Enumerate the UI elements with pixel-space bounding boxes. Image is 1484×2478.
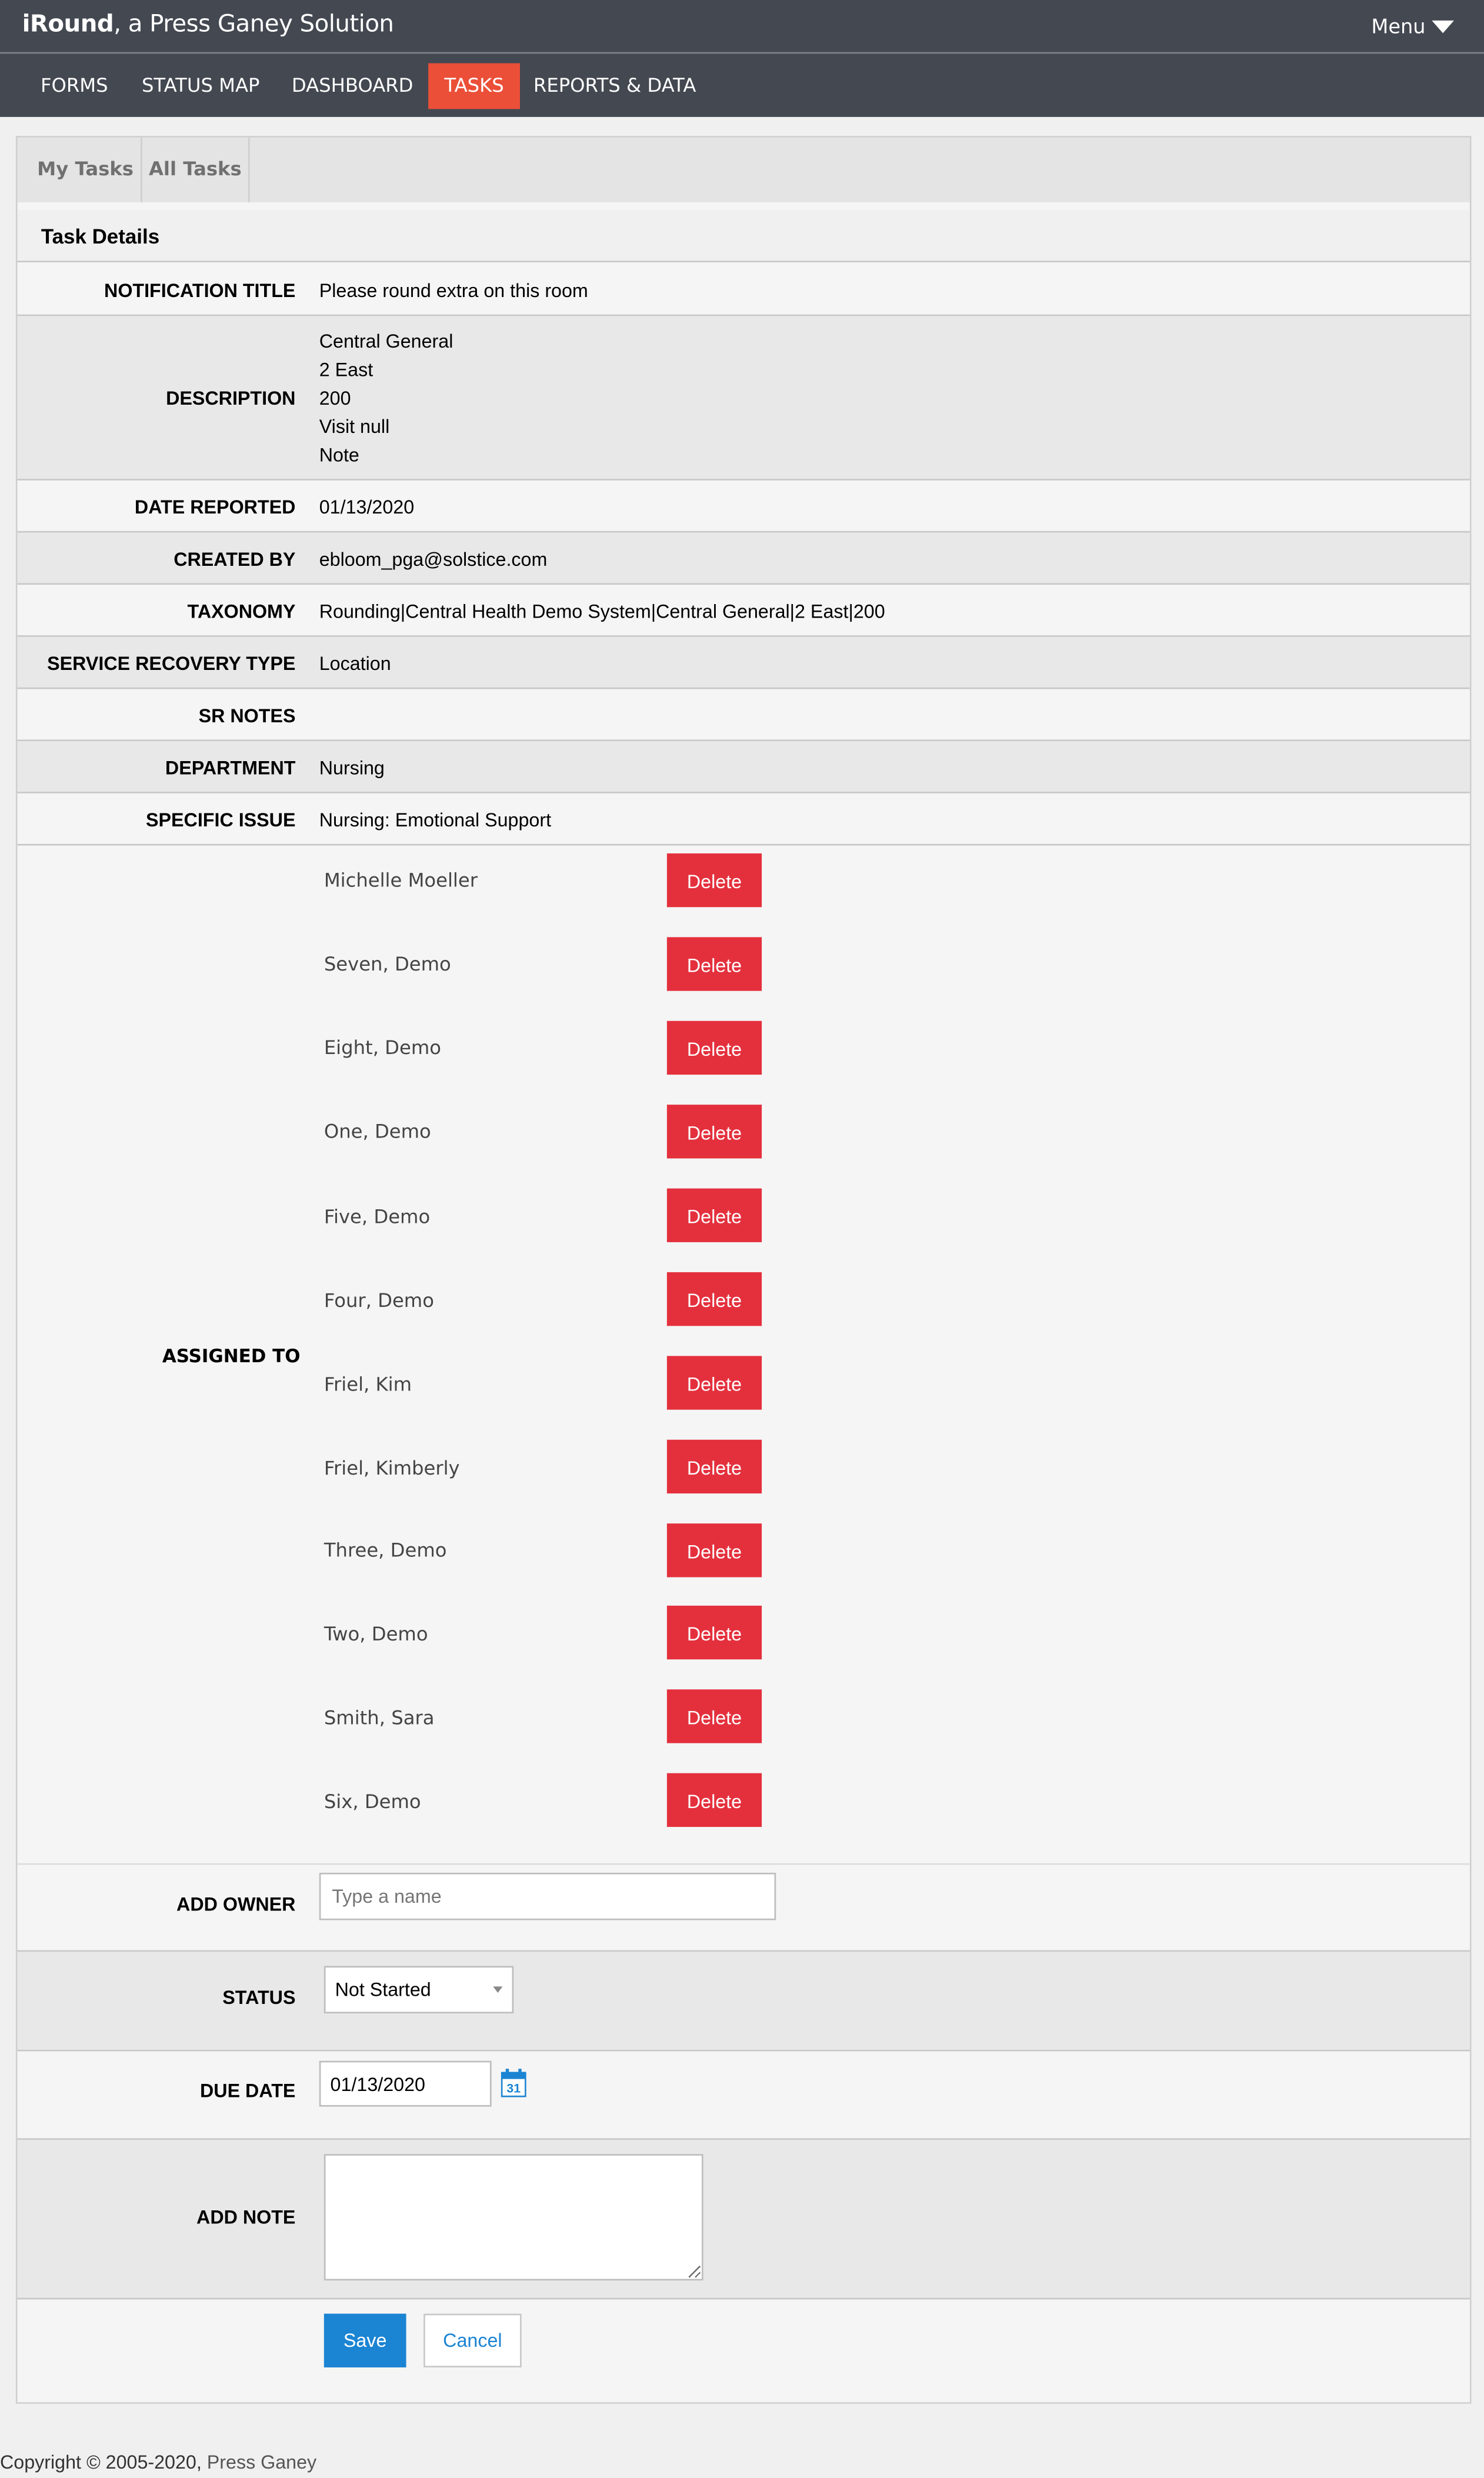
status-value: Not Started xyxy=(335,1978,431,2001)
department-row xyxy=(18,741,1470,793)
calendar-icon[interactable] xyxy=(501,2069,526,2097)
add-note-label: ADD NOTE xyxy=(196,2206,296,2229)
description-line: Visit null xyxy=(319,415,390,438)
task-tabs xyxy=(18,138,1470,202)
description-value xyxy=(319,327,453,469)
company-link[interactable]: Press Ganey xyxy=(206,2451,317,2473)
brand-tagline: , a Press Ganey Solution xyxy=(114,9,394,38)
description-line: 2 East xyxy=(319,358,373,381)
nav-dashboard[interactable]: DASHBOARD xyxy=(291,74,413,96)
assigned-to-row xyxy=(18,845,1470,1865)
delete-assignee-button[interactable]: Delete xyxy=(667,1773,762,1827)
top-bar xyxy=(0,0,1484,52)
description-line: 200 xyxy=(319,387,351,409)
delete-assignee-button[interactable]: Delete xyxy=(667,937,762,990)
specific-issue-label: SPECIFIC ISSUE xyxy=(146,809,296,832)
notification-title-row xyxy=(18,264,1470,316)
created-by-label: CREATED BY xyxy=(174,548,296,571)
app-brand xyxy=(22,9,394,38)
delete-assignee-button[interactable]: Delete xyxy=(667,1356,762,1409)
date-reported-label: DATE REPORTED xyxy=(134,496,296,519)
add-owner-label: ADD OWNER xyxy=(176,1893,296,1916)
date-reported-row xyxy=(18,481,1470,533)
assignee-name: Eight, Demo xyxy=(324,1036,442,1059)
task-panel xyxy=(16,136,1472,2404)
caret-down-icon xyxy=(1432,20,1454,32)
date-reported-value: 01/13/2020 xyxy=(319,496,415,519)
calendar-day: 31 xyxy=(506,2081,521,2096)
delete-assignee-button[interactable]: Delete xyxy=(667,1105,762,1158)
assignee-name: Smith, Sara xyxy=(324,1706,435,1729)
assignee-name: Six, Demo xyxy=(324,1790,421,1813)
specific-issue-row xyxy=(18,793,1470,846)
due-date-label: DUE DATE xyxy=(200,2079,296,2102)
status-select[interactable] xyxy=(324,1966,513,2014)
delete-assignee-button[interactable]: Delete xyxy=(667,1189,762,1242)
assigned-to-label: ASSIGNED TO xyxy=(162,1345,301,1368)
cancel-button[interactable]: Cancel xyxy=(423,2314,522,2367)
delete-assignee-button[interactable]: Delete xyxy=(667,1689,762,1743)
add-note-textarea[interactable] xyxy=(324,2154,703,2280)
created-by-row xyxy=(18,532,1470,585)
menu-button[interactable] xyxy=(1371,14,1454,38)
delete-assignee-button[interactable]: Delete xyxy=(667,1272,762,1326)
taxonomy-label: TAXONOMY xyxy=(187,601,296,623)
sr-notes-row xyxy=(18,689,1470,741)
tab-all-tasks[interactable]: All Tasks xyxy=(142,138,250,202)
description-line: Note xyxy=(319,444,359,466)
add-note-row xyxy=(18,2140,1470,2299)
nav-tasks[interactable]: TASKS xyxy=(428,63,520,109)
specific-issue-value: Nursing: Emotional Support xyxy=(319,809,552,832)
main-nav xyxy=(0,52,1484,117)
service-recovery-type-value: Location xyxy=(319,652,391,675)
assignee-name: Four, Demo xyxy=(324,1289,434,1312)
status-row xyxy=(18,1952,1470,2051)
created-by-value: ebloom_pga@solstice.com xyxy=(319,548,548,571)
service-recovery-type-row xyxy=(18,637,1470,689)
description-line: Central General xyxy=(319,330,453,353)
save-button[interactable]: Save xyxy=(324,2314,406,2367)
assignee-name: Three, Demo xyxy=(324,1539,447,1562)
assignee-name: Five, Demo xyxy=(324,1206,431,1228)
add-owner-row xyxy=(18,1865,1470,1952)
nav-forms[interactable]: FORMS xyxy=(40,74,108,96)
assignee-name: Friel, Kim xyxy=(324,1373,412,1396)
actions-row xyxy=(18,2299,1470,2402)
nav-reports-data[interactable]: REPORTS & DATA xyxy=(533,74,696,96)
assignee-name: Friel, Kimberly xyxy=(324,1457,460,1479)
sr-notes-label: SR NOTES xyxy=(198,705,296,727)
brand-name: iRound xyxy=(22,9,114,38)
copyright-text: Copyright © 2005-2020, xyxy=(0,2451,207,2473)
description-label: DESCRIPTION xyxy=(166,387,296,409)
assignee-name: Michelle Moeller xyxy=(324,869,478,892)
delete-assignee-button[interactable]: Delete xyxy=(667,1440,762,1493)
footer xyxy=(0,2451,316,2473)
delete-assignee-button[interactable]: Delete xyxy=(667,853,762,907)
dropdown-arrow-icon xyxy=(493,1986,502,1993)
department-value: Nursing xyxy=(319,757,385,779)
taxonomy-value: Rounding|Central Health Demo System|Central General|2 East|200 xyxy=(319,601,885,623)
nav-status-map[interactable]: STATUS MAP xyxy=(141,74,260,96)
tab-my-tasks[interactable]: My Tasks xyxy=(18,138,142,202)
status-label: STATUS xyxy=(222,1986,296,2009)
section-title: Task Details xyxy=(18,210,1470,262)
assignee-name: One, Demo xyxy=(324,1120,431,1143)
description-row xyxy=(18,316,1470,480)
service-recovery-type-label: SERVICE RECOVERY TYPE xyxy=(47,652,296,675)
taxonomy-row xyxy=(18,585,1470,637)
add-owner-input[interactable] xyxy=(319,1873,776,1920)
notification-title-label: NOTIFICATION TITLE xyxy=(104,279,296,302)
assignee-name: Two, Demo xyxy=(324,1623,428,1646)
notification-title-value: Please round extra on this room xyxy=(319,279,588,302)
due-date-row xyxy=(18,2052,1470,2140)
due-date-input[interactable] xyxy=(319,2061,492,2107)
delete-assignee-button[interactable]: Delete xyxy=(667,1523,762,1577)
delete-assignee-button[interactable]: Delete xyxy=(667,1021,762,1075)
department-label: DEPARTMENT xyxy=(165,757,296,779)
menu-label: Menu xyxy=(1371,14,1426,38)
assignee-name: Seven, Demo xyxy=(324,953,451,975)
delete-assignee-button[interactable]: Delete xyxy=(667,1606,762,1659)
